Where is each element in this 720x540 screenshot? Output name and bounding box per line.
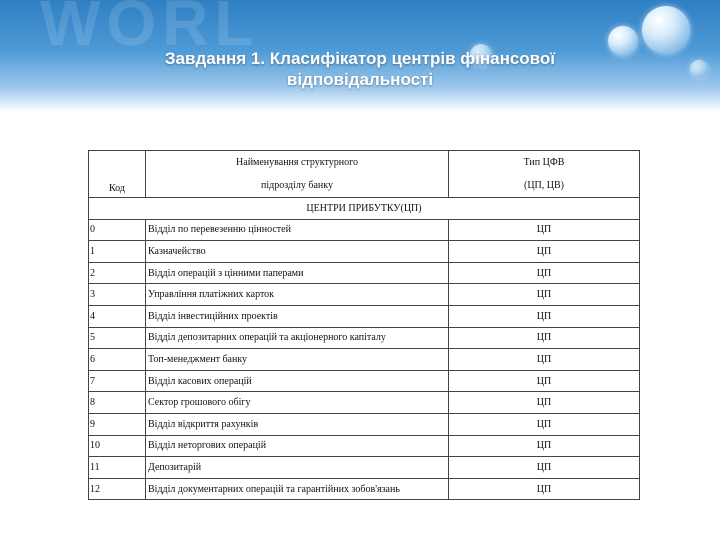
row-name: Відділ по перевезенню цінностей	[146, 219, 449, 241]
row-type: ЦП	[449, 413, 640, 435]
header-name-line1: Найменування структурного	[146, 151, 449, 175]
row-type: ЦП	[449, 457, 640, 479]
table-row	[89, 327, 640, 349]
table-row	[89, 284, 640, 306]
table-row	[89, 241, 640, 263]
table-row	[89, 262, 640, 284]
table-header-row-2	[89, 174, 640, 198]
row-code: 12	[89, 478, 146, 500]
section-label: ЦЕНТРИ ПРИБУТКУ(ЦП)	[89, 198, 640, 220]
row-name: Депозитарій	[146, 457, 449, 479]
row-code: 8	[89, 392, 146, 414]
slide-header	[0, 0, 720, 112]
row-type: ЦП	[449, 392, 640, 414]
row-code: 11	[89, 457, 146, 479]
row-code: 4	[89, 305, 146, 327]
table-row	[89, 305, 640, 327]
decor-bubble-icon	[642, 6, 690, 54]
row-type: ЦП	[449, 478, 640, 500]
table-row	[89, 457, 640, 479]
slide-title-line2: відповідальності	[286, 70, 434, 89]
row-name: Топ-менеджмент банку	[146, 349, 449, 371]
slide-title-line1: Завдання 1. Класифікатор центрів фінансової	[164, 49, 556, 68]
row-code: 10	[89, 435, 146, 457]
row-type: ЦП	[449, 284, 640, 306]
row-code: 0	[89, 219, 146, 241]
header-type-line1: Тип ЦФВ	[449, 151, 640, 175]
row-name: Відділ неторгових операцій	[146, 435, 449, 457]
row-type: ЦП	[449, 219, 640, 241]
row-name: Відділ депозитарних операцій та акціонерного капіталу	[146, 327, 449, 349]
row-name: Відділ касових операцій	[146, 370, 449, 392]
header-code: Код	[89, 151, 146, 198]
row-name: Відділ відкриття рахунків	[146, 413, 449, 435]
row-code: 9	[89, 413, 146, 435]
row-name: Відділ документарних операцій та гарантійних зобов'язань	[146, 478, 449, 500]
header-name-line2: підрозділу банку	[146, 174, 449, 198]
row-type: ЦП	[449, 370, 640, 392]
row-code: 5	[89, 327, 146, 349]
classifier-table	[88, 150, 640, 500]
header-watermark: WORL	[40, 0, 260, 59]
row-type: ЦП	[449, 241, 640, 263]
row-name: Відділ операцій з цінними паперами	[146, 262, 449, 284]
section-row	[89, 198, 640, 220]
row-code: 6	[89, 349, 146, 371]
table-row	[89, 392, 640, 414]
table-row	[89, 370, 640, 392]
row-name: Управління платіжних карток	[146, 284, 449, 306]
table-row	[89, 219, 640, 241]
table-header-row	[89, 151, 640, 175]
table-row	[89, 478, 640, 500]
table-row	[89, 349, 640, 371]
slide-title	[100, 48, 620, 90]
row-code: 3	[89, 284, 146, 306]
row-name: Відділ інвестиційних проектів	[146, 305, 449, 327]
row-code: 1	[89, 241, 146, 263]
table-row	[89, 413, 640, 435]
row-name: Казначейство	[146, 241, 449, 263]
row-type: ЦП	[449, 435, 640, 457]
row-type: ЦП	[449, 262, 640, 284]
table-row	[89, 435, 640, 457]
decor-bubble-icon	[690, 60, 708, 78]
row-type: ЦП	[449, 305, 640, 327]
row-code: 7	[89, 370, 146, 392]
row-code: 2	[89, 262, 146, 284]
row-type: ЦП	[449, 327, 640, 349]
header-type-line2: (ЦП, ЦВ)	[449, 174, 640, 198]
row-name: Сектор грошового обігу	[146, 392, 449, 414]
row-type: ЦП	[449, 349, 640, 371]
